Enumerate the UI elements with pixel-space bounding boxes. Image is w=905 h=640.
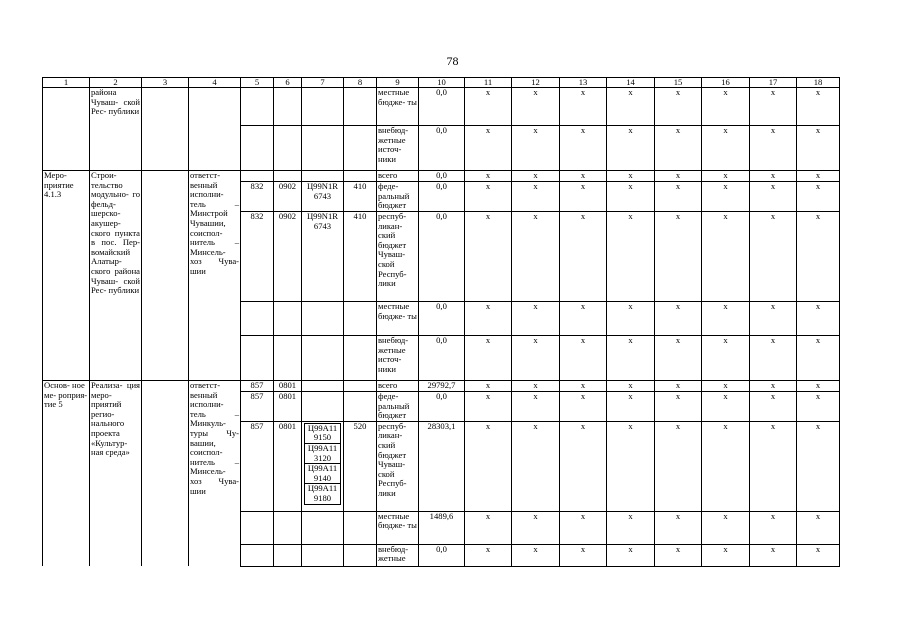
x-cell: x: [465, 182, 512, 212]
header-cell: 6: [274, 78, 302, 88]
x-cell: x: [607, 421, 655, 511]
x-cell: x: [655, 302, 702, 336]
x-cell: x: [702, 511, 750, 544]
csr-cell: Ц99N1R 6743: [302, 212, 344, 302]
x-cell: x: [797, 392, 840, 422]
empty-cell: [142, 381, 189, 567]
x-cell: x: [750, 171, 797, 182]
x-cell: x: [465, 302, 512, 336]
header-cell: 4: [189, 78, 241, 88]
x-cell: x: [465, 421, 512, 511]
x-cell: x: [465, 171, 512, 182]
csr-code: Ц99A11 3120: [304, 444, 341, 464]
x-cell: x: [607, 171, 655, 182]
csr-cell: [302, 544, 344, 566]
table-row: [43, 88, 840, 126]
executor: ответст- венный исполни- тель – Минкуль- туры Чу- вашии, соиспол- нитель – Минсель- хоз Чува- шии: [189, 381, 241, 567]
x-cell: x: [560, 381, 607, 392]
x-cell: x: [465, 88, 512, 126]
vr-cell: [344, 336, 377, 381]
header-cell: 13: [560, 78, 607, 88]
x-cell: x: [797, 381, 840, 392]
x-cell: x: [655, 544, 702, 566]
header-cell: 11: [465, 78, 512, 88]
rzpr-cell: [274, 171, 302, 182]
grbs-cell: [241, 88, 274, 126]
value-cell: 0,0: [419, 544, 465, 566]
executor: [189, 88, 241, 171]
value-cell: 1489,6: [419, 511, 465, 544]
x-cell: x: [655, 336, 702, 381]
header-row: [43, 78, 840, 88]
x-cell: x: [797, 88, 840, 126]
vr-cell: [344, 544, 377, 566]
x-cell: x: [655, 126, 702, 171]
x-cell: x: [702, 381, 750, 392]
source-cell: всего: [377, 381, 419, 392]
grbs-cell: [241, 126, 274, 171]
x-cell: x: [655, 171, 702, 182]
rzpr-cell: [274, 88, 302, 126]
header-cell: 16: [702, 78, 750, 88]
table-row: [43, 171, 840, 182]
value-cell: 0,0: [419, 182, 465, 212]
x-cell: x: [465, 511, 512, 544]
csr-cell: [302, 88, 344, 126]
source-cell: внебюд- жетные источ- ники: [377, 126, 419, 171]
rzpr-cell: 0801: [274, 381, 302, 392]
table-row: [43, 381, 840, 392]
grbs-cell: 832: [241, 182, 274, 212]
x-cell: x: [750, 392, 797, 422]
source-cell: местные бюдже- ты: [377, 88, 419, 126]
source-cell: феде- ральный бюджет: [377, 182, 419, 212]
grbs-cell: [241, 302, 274, 336]
x-cell: x: [560, 88, 607, 126]
vr-cell: 410: [344, 212, 377, 302]
x-cell: x: [560, 302, 607, 336]
value-cell: 0,0: [419, 126, 465, 171]
header-cell: 14: [607, 78, 655, 88]
x-cell: x: [702, 336, 750, 381]
rzpr-cell: 0902: [274, 212, 302, 302]
header-cell: 18: [797, 78, 840, 88]
event-name: Реализа- ция меро- приятий регио- нального проекта «Культур- ная среда»: [90, 381, 142, 567]
x-cell: x: [750, 182, 797, 212]
csr-cell: [302, 126, 344, 171]
grbs-cell: [241, 511, 274, 544]
x-cell: x: [702, 88, 750, 126]
x-cell: x: [655, 392, 702, 422]
x-cell: x: [560, 544, 607, 566]
x-cell: x: [607, 392, 655, 422]
csr-code: Ц99A11 9150: [304, 423, 341, 444]
x-cell: x: [655, 88, 702, 126]
x-cell: x: [512, 88, 560, 126]
csr-cell: Ц99N1R 6743: [302, 182, 344, 212]
x-cell: x: [607, 336, 655, 381]
value-cell: 0,0: [419, 336, 465, 381]
source-cell: внебюд- жетные: [377, 544, 419, 566]
grbs-cell: [241, 171, 274, 182]
x-cell: x: [797, 182, 840, 212]
value-cell: 0,0: [419, 212, 465, 302]
x-cell: x: [655, 421, 702, 511]
x-cell: x: [560, 421, 607, 511]
x-cell: x: [607, 212, 655, 302]
x-cell: x: [607, 511, 655, 544]
x-cell: x: [560, 511, 607, 544]
x-cell: x: [702, 126, 750, 171]
value-cell: 0,0: [419, 171, 465, 182]
x-cell: x: [702, 302, 750, 336]
x-cell: x: [750, 421, 797, 511]
header-cell: 3: [142, 78, 189, 88]
executor: ответст- венный исполни- тель – Минстрой Чувашии, соиспол- нитель – Минсель- хоз Чува- шии: [189, 171, 241, 381]
rzpr-cell: [274, 126, 302, 171]
x-cell: x: [702, 392, 750, 422]
x-cell: x: [750, 381, 797, 392]
x-cell: x: [560, 171, 607, 182]
x-cell: x: [750, 302, 797, 336]
source-cell: респуб- ликан- ский бюджет Чуваш- ской Респуб- лики: [377, 212, 419, 302]
x-cell: x: [465, 544, 512, 566]
vr-cell: [344, 302, 377, 336]
x-cell: x: [560, 126, 607, 171]
value-cell: 0,0: [419, 88, 465, 126]
vr-cell: [344, 171, 377, 182]
x-cell: x: [750, 336, 797, 381]
x-cell: x: [797, 171, 840, 182]
header-cell: 8: [344, 78, 377, 88]
x-cell: x: [702, 182, 750, 212]
x-cell: x: [797, 302, 840, 336]
header-cell: 12: [512, 78, 560, 88]
x-cell: x: [512, 302, 560, 336]
event-label: Меро- приятие 4.1.3: [43, 171, 90, 381]
rzpr-cell: 0902: [274, 182, 302, 212]
header-cell: 1: [43, 78, 90, 88]
budget-table: [42, 77, 840, 567]
x-cell: x: [607, 544, 655, 566]
source-cell: местные бюдже- ты: [377, 511, 419, 544]
source-cell: внебюд- жетные источ- ники: [377, 336, 419, 381]
x-cell: x: [512, 421, 560, 511]
x-cell: x: [512, 336, 560, 381]
page-number: 78: [446, 54, 459, 68]
vr-cell: 520: [344, 421, 377, 511]
x-cell: x: [750, 88, 797, 126]
vr-cell: [344, 88, 377, 126]
x-cell: x: [797, 544, 840, 566]
x-cell: x: [607, 88, 655, 126]
rzpr-cell: [274, 336, 302, 381]
csr-cell: [302, 421, 344, 511]
x-cell: x: [512, 544, 560, 566]
x-cell: x: [560, 212, 607, 302]
x-cell: x: [655, 381, 702, 392]
empty-cell: [142, 88, 189, 171]
x-cell: x: [750, 126, 797, 171]
value-cell: 0,0: [419, 392, 465, 422]
x-cell: x: [797, 336, 840, 381]
header-cell: 9: [377, 78, 419, 88]
x-cell: x: [797, 511, 840, 544]
vr-cell: [344, 511, 377, 544]
event-name: района Чуваш- ской Рес- публики: [90, 88, 142, 171]
event-label: Основ- ное ме- роприя- тие 5: [43, 381, 90, 567]
x-cell: x: [702, 212, 750, 302]
source-cell: респуб- ликан- ский бюджет Чуваш- ской Респуб- лики: [377, 421, 419, 511]
x-cell: x: [655, 182, 702, 212]
x-cell: x: [750, 511, 797, 544]
vr-cell: [344, 126, 377, 171]
x-cell: x: [797, 421, 840, 511]
grbs-cell: 857: [241, 381, 274, 392]
x-cell: x: [607, 302, 655, 336]
vr-cell: [344, 392, 377, 422]
vr-cell: 410: [344, 182, 377, 212]
x-cell: x: [560, 392, 607, 422]
x-cell: x: [512, 511, 560, 544]
x-cell: x: [512, 381, 560, 392]
header-cell: 17: [750, 78, 797, 88]
x-cell: x: [512, 126, 560, 171]
csr-cell: [302, 302, 344, 336]
source-cell: всего: [377, 171, 419, 182]
x-cell: x: [465, 126, 512, 171]
x-cell: x: [465, 392, 512, 422]
grbs-cell: [241, 544, 274, 566]
grbs-cell: 832: [241, 212, 274, 302]
x-cell: x: [512, 212, 560, 302]
grbs-cell: [241, 336, 274, 381]
csr-cell: [302, 171, 344, 182]
x-cell: x: [607, 381, 655, 392]
csr-cell: [302, 381, 344, 392]
x-cell: x: [702, 421, 750, 511]
csr-code: Ц99A11 9140: [304, 464, 341, 484]
event-label: [43, 88, 90, 171]
x-cell: x: [512, 171, 560, 182]
rzpr-cell: 0801: [274, 421, 302, 511]
value-cell: 29792,7: [419, 381, 465, 392]
csr-cell: [302, 392, 344, 422]
header-cell: 15: [655, 78, 702, 88]
vr-cell: [344, 381, 377, 392]
header-cell: 10: [419, 78, 465, 88]
csr-code: Ц99A11 9180: [304, 484, 341, 504]
header-cell: 7: [302, 78, 344, 88]
source-cell: местные бюдже- ты: [377, 302, 419, 336]
rzpr-cell: [274, 511, 302, 544]
x-cell: x: [465, 336, 512, 381]
event-name: Строи- тельство модульно- го фельд- шерско- акушер- ского пункта в пос. Пер- вомайский Алатыр- ского района Чуваш- ской Рес- публики: [90, 171, 142, 381]
x-cell: x: [702, 544, 750, 566]
grbs-cell: 857: [241, 421, 274, 511]
x-cell: x: [512, 182, 560, 212]
value-cell: 0,0: [419, 302, 465, 336]
empty-cell: [142, 171, 189, 381]
rzpr-cell: [274, 302, 302, 336]
x-cell: x: [702, 171, 750, 182]
header-cell: 5: [241, 78, 274, 88]
x-cell: x: [465, 381, 512, 392]
csr-cell: [302, 336, 344, 381]
x-cell: x: [465, 212, 512, 302]
x-cell: x: [655, 511, 702, 544]
value-cell: 28303,1: [419, 421, 465, 511]
x-cell: x: [607, 126, 655, 171]
x-cell: x: [560, 336, 607, 381]
x-cell: x: [512, 392, 560, 422]
source-cell: феде- ральный бюджет: [377, 392, 419, 422]
x-cell: x: [655, 212, 702, 302]
x-cell: x: [797, 212, 840, 302]
x-cell: x: [607, 182, 655, 212]
x-cell: x: [560, 182, 607, 212]
csr-cell: [302, 511, 344, 544]
rzpr-cell: 0801: [274, 392, 302, 422]
rzpr-cell: [274, 544, 302, 566]
grbs-cell: 857: [241, 392, 274, 422]
header-cell: 2: [90, 78, 142, 88]
x-cell: x: [750, 544, 797, 566]
x-cell: x: [797, 126, 840, 171]
x-cell: x: [750, 212, 797, 302]
